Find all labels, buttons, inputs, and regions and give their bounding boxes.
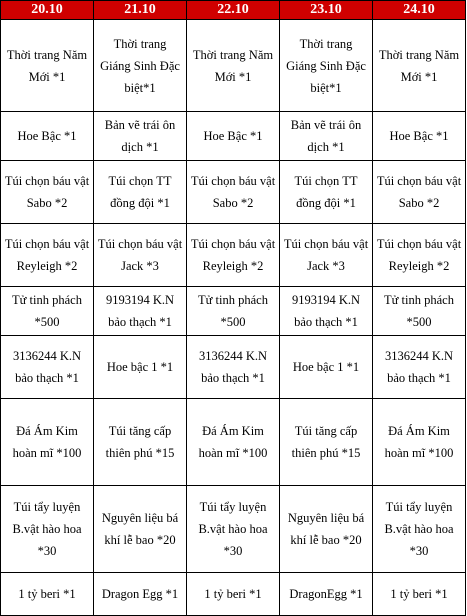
reward-cell: Túi chọn TT đồng đội *1 — [280, 161, 373, 224]
reward-cell: Hoe bậc 1 *1 — [280, 336, 373, 399]
reward-cell: Túi chọn báu vật Jack *3 — [280, 224, 373, 287]
reward-cell: Túi tăng cấp thiên phú *15 — [94, 399, 187, 486]
reward-cell: Hoe Bậc *1 — [1, 112, 94, 161]
reward-cell: Thời trang Năm Mới *1 — [373, 20, 466, 112]
reward-cell: Thời trang Năm Mới *1 — [187, 20, 280, 112]
reward-cell: Đá Ám Kim hoàn mĩ *100 — [1, 399, 94, 486]
reward-cell: Thời trang Giáng Sinh Đặc biệt*1 — [94, 20, 187, 112]
reward-cell: Túi chọn báu vật Reyleigh *2 — [1, 224, 94, 287]
reward-cell: Hoe Bậc *1 — [373, 112, 466, 161]
reward-cell: Túi tẩy luyện B.vật hào hoa *30 — [1, 486, 94, 573]
reward-cell: Hoe bậc 1 *1 — [94, 336, 187, 399]
reward-cell: Túi chọn báu vật Sabo *2 — [1, 161, 94, 224]
reward-cell: Túi chọn báu vật Sabo *2 — [373, 161, 466, 224]
reward-cell: Túi tăng cấp thiên phú *15 — [280, 399, 373, 486]
reward-cell: Túi chọn TT đồng đội *1 — [94, 161, 187, 224]
reward-cell: Túi chọn báu vật Reyleigh *2 — [373, 224, 466, 287]
reward-cell: 1 tỷ beri *1 — [1, 573, 94, 616]
reward-cell: 3136244 K.N bảo thạch *1 — [187, 336, 280, 399]
reward-cell: Túi chọn báu vật Jack *3 — [94, 224, 187, 287]
reward-cell: Túi chọn báu vật Reyleigh *2 — [187, 224, 280, 287]
reward-cell: Đá Ám Kim hoàn mĩ *100 — [187, 399, 280, 486]
reward-cell: Đá Ám Kim hoàn mĩ *100 — [373, 399, 466, 486]
reward-cell: Tử tinh phách *500 — [1, 287, 94, 336]
reward-cell: 9193194 K.N bảo thạch *1 — [280, 287, 373, 336]
reward-cell: Túi tẩy luyện B.vật hào hoa *30 — [373, 486, 466, 573]
reward-cell: Thời trang Giáng Sinh Đặc biệt*1 — [280, 20, 373, 112]
reward-cell: Dragon Egg *1 — [94, 573, 187, 616]
table-row — [1, 20, 466, 112]
reward-cell: 3136244 K.N bảo thạch *1 — [1, 336, 94, 399]
date-header: 20.10 — [1, 1, 94, 20]
reward-cell: Nguyên liệu bá khí lễ bao *20 — [94, 486, 187, 573]
reward-cell: Túi tẩy luyện B.vật hào hoa *30 — [187, 486, 280, 573]
table-row — [1, 112, 466, 161]
table-row — [1, 573, 466, 616]
reward-cell: Thời trang Năm Mới *1 — [1, 20, 94, 112]
table-row — [1, 336, 466, 399]
reward-cell: Tử tinh phách *500 — [373, 287, 466, 336]
date-header: 23.10 — [280, 1, 373, 20]
header-row — [1, 1, 466, 20]
reward-cell: Bản vẽ trái ôn dịch *1 — [94, 112, 187, 161]
table-row — [1, 161, 466, 224]
date-header: 24.10 — [373, 1, 466, 20]
table-row — [1, 486, 466, 573]
date-header: 22.10 — [187, 1, 280, 20]
reward-cell: Bản vẽ trái ôn dịch *1 — [280, 112, 373, 161]
reward-cell: Túi chọn báu vật Sabo *2 — [187, 161, 280, 224]
date-header: 21.10 — [94, 1, 187, 20]
reward-cell: 1 tỷ beri *1 — [373, 573, 466, 616]
reward-cell: 3136244 K.N bảo thạch *1 — [373, 336, 466, 399]
table-row — [1, 399, 466, 486]
reward-cell: Hoe Bậc *1 — [187, 112, 280, 161]
table-row — [1, 224, 466, 287]
reward-cell: Nguyên liệu bá khí lễ bao *20 — [280, 486, 373, 573]
table-row — [1, 287, 466, 336]
reward-cell: Tử tinh phách *500 — [187, 287, 280, 336]
reward-cell: 9193194 K.N bảo thạch *1 — [94, 287, 187, 336]
reward-cell: 1 tỷ beri *1 — [187, 573, 280, 616]
reward-cell: DragonEgg *1 — [280, 573, 373, 616]
